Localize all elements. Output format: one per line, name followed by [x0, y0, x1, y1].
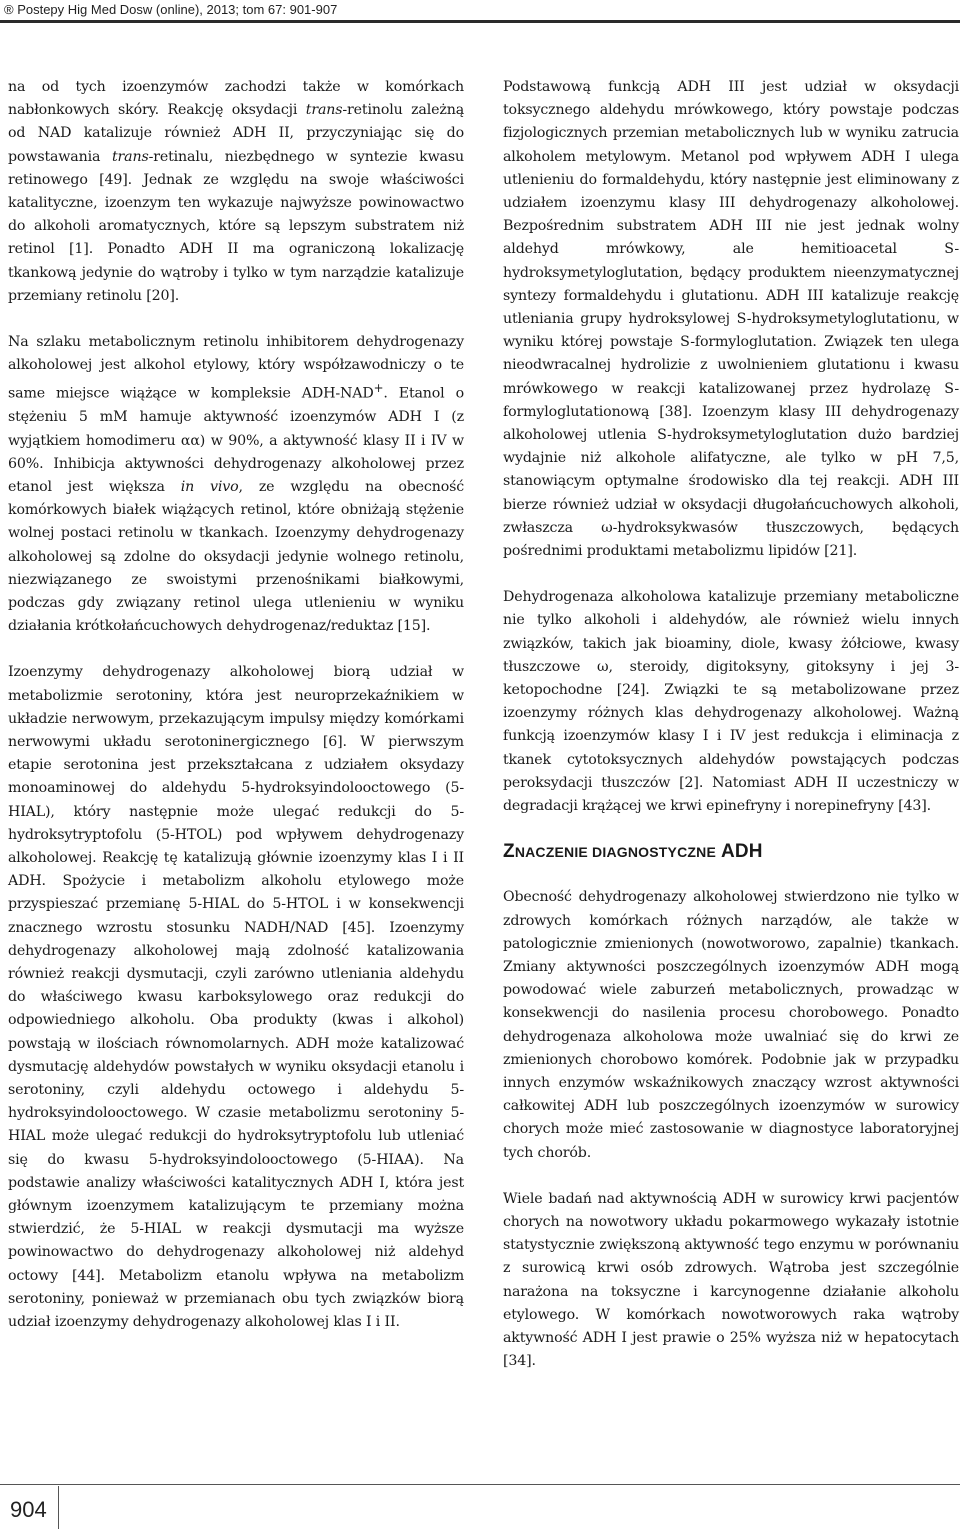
- text-span: Na szlaku metabolicznym retinolu inhibitorem dehydrogenazy alkoholowej jest alkohol etylowy, który współzawodniczy o te same miejsce wiążące w kompleksie ADH-NAD: [8, 334, 464, 403]
- italic-term: trans: [111, 148, 149, 165]
- paragraph-ethanol-inhibition: [8, 331, 464, 638]
- running-header: [0, 0, 960, 22]
- paragraph-adh3-function: Podstawową funkcją ADH III jest udział w oksydacji toksycznego aldehydu mrówkowego, który powstaje podczas fizjologicznych przemian metabolicznych lub w wyniku zatrucia alkoholem metylowym. Metanol pod wpływem ADH I ulega utlenieniu do formaldehydu, który następnie jest eliminowany z udziałem izoenzymu klasy III dehydrogenazy alkoholowej. Bezpośrednim substratem ADH III nie jest jednak wolny aldehyd mrówkowy, ale hemitioacetal S-hydroksymetyloglutation, będący produktem nieenzymatycznej syntezy formaldehydu i glutationu. ADH III katalizuje reakcję utleniania grupy hydroksylowej S-hydroksymetyloglutationu, w wyniku której powstaje S-formyloglutation. Związek ten ulega nieodwracalnej hydrolizie z uwolnieniem glutationu i kwasu mrówkowego w reakcji katalizowanej przez hydrolazę S-formyloglutationową [38]. Izoenzym klasy III dehydrogenazy alkoholowej utlenia S-hydroksymetyloglutation dużo bardziej wydajnie niż alkohole alifatyczne, ale tylko w pH 7,5, stanowiącym optymalne środowisko dla tej reakcji. ADH III bierze również udział w oksydacji długołańcuchowych alkoholi, zwłaszcza ω-hydroksykwasów tłuszczowych, będących pośrednimi produktami metabolizmu lipidów [21].: [503, 79, 959, 560]
- text-span: -retinolu zależną od NAD katalizuje również ADH II, przyczyniając się do powstawania: [8, 102, 464, 165]
- paragraph-retinol-adh2: [8, 76, 464, 308]
- text-span: . Etanol o stężeniu 5 mM hamuje aktywność izoenzymów ADH I (z wyjątkiem homodimeru αα) w 90%, a aktywność klasy II i IV w 60%. Inhibicja aktywności dehydrogenazy alkoholowej przez etanol jest większa: [8, 386, 464, 495]
- superscript: +: [373, 381, 384, 396]
- text-span: , ze względu na obecność komórkowych białek wiążących retinol, które obniżają stężenie wolnej postaci retinolu w tkankach. Izoenzymy dehydrogenazy alkoholowej są zdolne do oksydacji jedynie wolnego retinolu, niezwiązanego ze swoistymi przenośnikami białkowymi, podczas gdy związany retinol ulega utlenieniu w wyniku działania krótkołańcuchowych dehydrogenaz/reduktaz [15].: [8, 478, 465, 635]
- footer-rule: [0, 1484, 960, 1485]
- text-span: -retinalu, niezbędnego w syntezie kwasu retinowego [49]. Jednak ze względu na swoje właściwości katalityczne, izoenzym ten wykazuje najwyższe powinowactwo do alkoholi aromatycznych, które są lepszym substratem niż retinol [1]. Ponadto ADH II ma ograniczoną lokalizację tkankową jedynie do wątroby i tylko w tym narządzie katalizuje przemiany retinolu [20].: [8, 148, 464, 304]
- paragraph-serotonin: Izoenzymy dehydrogenazy alkoholowej biorą udział w metabolizmie serotoniny, która jest neuroprzekaźnikiem w układzie nerwowym, przekazującym impulsy między komórkami nerwowymi układu serotoninergicznego [6]. W pierwszym etapie serotonina jest przekształcana z udziałem oksydazy monoaminowej do aldehydu 5-hydroksyindolooctowego (5-HIAL), który następnie może ulegać redukcji do 5-hydroksytryptofolu (5-HTOL) pod wpływem dehydrogenazy alkoholowej. Reakcję tę katalizują głównie izoenzymy klas I i II ADH. Spożycie i metabolizm alkoholu etylowego może przyspieszać przemianę 5-HIAL do 5-HTOL i w konsekwencji znacznego wzrostu stosunku NADH/NAD [45]. Izoenzymy dehydrogenazy alkoholowej mają zdolność katalizowania również reakcji dysmutacji, czyli zarówno utleniania aldehydu do właściwego kwasu karboksylowego oraz redukcji do odpowiedniego alkoholu. Oba produkty (kwas i alkohol) powstają w ilościach równomolarnych. ADH może katalizować dysmutację aldehydów powstałych w wyniku oksydacji etanolu i serotoniny, czyli aldehydu octowego i aldehydu 5-hydroksyindolooctowego. W czasie metabolizmu serotoniny 5-HIAL może ulegać redukcji do hydroksytryptofolu lub utleniać się do kwasu 5-hydroksyindolooctowego (5-HIAA). Na podstawie analizy właściwości katalitycznych ADH I, która jest głównym izoenzymem katalizującym te przemiany można stwierdzić, że 5-HIAL w reakcji dysmutacji ma wyższe powinowactwo do dehydrogenazy alkoholowej niż aldehyd octowy [44]. Metabolizm etanolu wpływa na metabolizm serotoniny, ponieważ w przemianach obu tych związków biorą udział izoenzymy dehydrogenazy alkoholowej klas I i II.: [8, 664, 464, 1331]
- heading-smallcaps: NACZENIE DIAGNOSTYCZNE: [514, 844, 716, 861]
- italic-term: trans: [305, 102, 343, 119]
- heading-initial: Z: [503, 841, 515, 863]
- section-heading: [503, 840, 959, 864]
- heading-abbr: ADH: [720, 841, 763, 863]
- paragraph-diagnostic: Obecność dehydrogenazy alkoholowej stwierdzono nie tylko w zdrowych komórkach różnych narządów, ale także w patologicznie zmienionych (nowotworowo, zapalnie) tkankach. Zmiany aktywności poszczególnych izoenzymów ADH mogą powodować wiele zaburzeń metabolicznych, prowadząc w konsekwencji do nasilenia procesu chorobowego. Ponadto dehydrogenaza alkoholowa może uwalniać się do krwi ze zmienionych chorobowo komórek. Podobnie jak w przypadku innych enzymów wskaźnikowych znaczący wzrost aktywności całkowitej ADH lub poszczególnych izoenzymów w surowicy chorych może mieć zastosowanie w diagnostyce laboratoryjnej tych chorób.: [503, 889, 959, 1161]
- left-column: [8, 76, 464, 1334]
- paragraph-other-substrates: Dehydrogenaza alkoholowa katalizuje przemiany metaboliczne nie tylko alkoholi i aldehydów, ale również wielu innych związków, takich jak bioaminy, diole, kwasy żółciowe, kwasy tłuszczowe ω, steroidy, digitoksyny, gitoksyny i jej 3-ketopochodne [24]. Związki te są metabolizowane przez izoenzymy różnych klas dehydrogenazy alkoholowej. Ważną funkcją izoenzymów klasy I i IV jest redukcja i eliminacja z tkanek cytotoksycznych aldehydów powstających podczas peroksydacji tłuszczów [2]. Natomiast ADH II uczestniczy w degradacji krążącej we krwi epinefryny i norepinefryny [43].: [503, 589, 959, 815]
- header-rule: [0, 20, 960, 23]
- footer-divider: [58, 1486, 59, 1529]
- right-column: [503, 76, 959, 1373]
- page-number: 904: [10, 1497, 47, 1522]
- paragraph-cancer-studies: Wiele badań nad aktywnością ADH w surowicy krwi pacjentów chorych na nowotwory układu pokarmowego wykazały istotnie statystycznie zwiększoną aktywność tego enzymu w porównaniu z surowicą krwi osób zdrowych. Wątroba jest szczególnie narażona na toksyczne i karcynogenne działanie alkoholu etylowego. W komórkach nowotworowych raka wątroby aktywność ADH I jest prawie o 25% wyższa niż w hepatocytach [34].: [503, 1190, 959, 1370]
- text-span: na od tych izoenzymów zachodzi także w komórkach nabłonkowych skóry. Reakcję oksydacji: [8, 79, 464, 119]
- italic-term: in vivo: [180, 478, 239, 495]
- journal-citation: ® Postepy Hig Med Dosw (online), 2013; tom 67: 901-907: [4, 2, 338, 17]
